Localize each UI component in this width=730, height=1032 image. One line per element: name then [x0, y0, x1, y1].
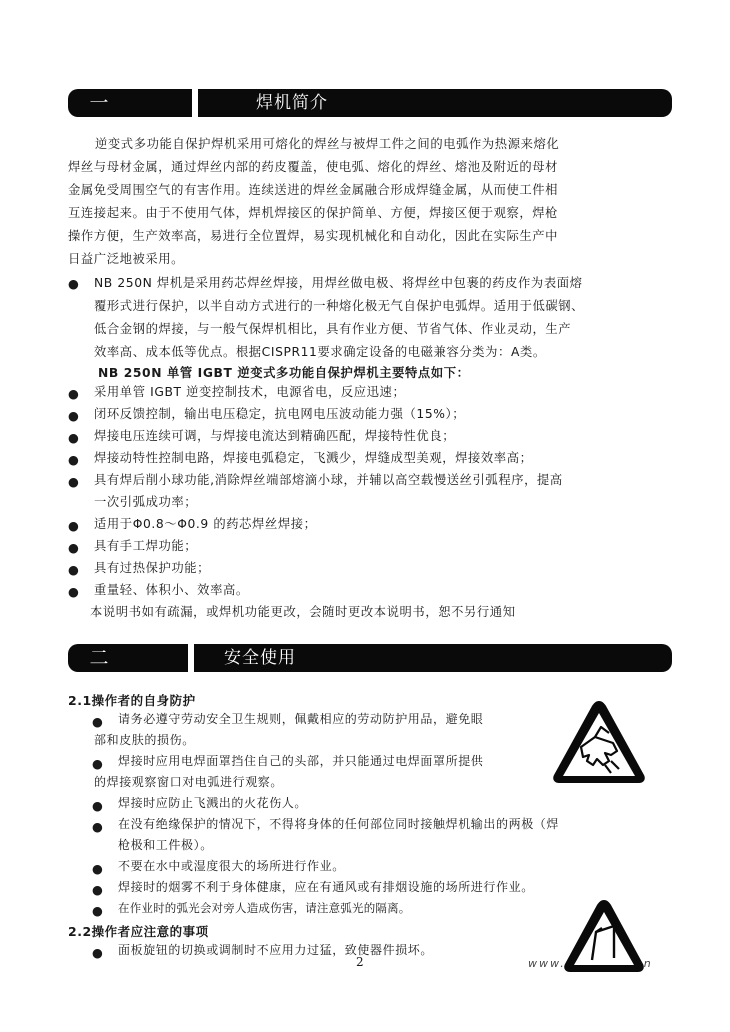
bullet-icon: ● [68, 518, 79, 533]
intro-line: 操作方便，生产效率高，易进行全位置焊，易实现机械化和自动化，因此在实际生产中 [68, 229, 559, 243]
intro-line: 金属免受周围空气的有害作用。连续送进的焊丝金属融合形成焊缝金属，从而使工件相 [68, 183, 559, 197]
feature-item: 具有手工焊功能； [94, 539, 198, 553]
protection-item-cont: 部和皮肤的损伤。 [94, 733, 195, 747]
intro-paragraph [68, 133, 559, 271]
protection-item: 在没有绝缘保护的情况下，不得将身体的任何部位同时接触焊机输出的两极（焊 [118, 817, 560, 831]
bullet-icon: ● [68, 584, 79, 599]
feature-item: 采用单管 IGBT 逆变控制技术，电源省电，反应迅速； [94, 385, 406, 399]
bullet-icon: ● [92, 903, 103, 918]
bullet-icon: ● [68, 430, 79, 445]
protection-item-cont: 枪极和工件极）。 [118, 838, 213, 852]
intro-line: 互连接起来。由于不使用气体，焊机焊接区的保护简单、方便，焊接区便于观察，焊枪 [68, 206, 559, 220]
page-number: 2 [356, 955, 364, 969]
bullet-icon: ● [68, 452, 79, 467]
feature-item: 焊接电压连续可调，与焊接电流达到精确匹配，焊接特性优良； [94, 429, 456, 443]
nb-line: 覆形式进行保护，以半自动方式进行的一种熔化极无气自保护电弧焊。适用于低碳钢、 [94, 299, 585, 313]
section-header-1 [68, 89, 672, 117]
feature-item: 闭环反馈控制，输出电压稳定，抗电网电压波动能力强（15%）； [94, 407, 466, 421]
intro-line: 逆变式多功能自保护焊机采用可熔化的焊丝与被焊工件之间的电弧作为热源来熔化 [95, 137, 560, 151]
bullet-icon: ● [68, 276, 79, 291]
protection-item: 在作业时的弧光会对旁人造成伤害，请注意弧光的隔离。 [118, 901, 411, 915]
protection-item: 焊接时的烟雾不利于身体健康，应在有通风或有排烟设施的场所进行作业。 [118, 880, 534, 894]
bullet-icon: ● [68, 562, 79, 577]
precaution-item: 面板旋钮的切换或调制时不应用力过猛，致使器件损坏。 [118, 943, 434, 957]
section-title: 焊机简介 [256, 93, 328, 113]
section-title: 安全使用 [224, 648, 296, 668]
watermark: www. n [528, 957, 653, 970]
nb-line: 低合金钢的焊接，与一般气保焊机相比，具有作业方便、节省气体、作业灵动，生产 [94, 322, 572, 336]
feature-item: 适用于Φ0.8～Φ0.9 的药芯焊丝焊接； [94, 517, 317, 531]
nb-line: 效率高、成本低等优点。根据CISPR11要求确定设备的电磁兼容分类为：A类。 [94, 345, 546, 359]
feature-item: 重量轻、体积小、效率高。 [94, 583, 249, 597]
bullet-icon: ● [92, 882, 103, 897]
bullet-icon: ● [68, 540, 79, 555]
bullet-icon: ● [92, 945, 103, 960]
protection-item: 不要在水中或湿度很大的场所进行作业。 [118, 859, 345, 873]
features-heading: NB 250N 单管 IGBT 逆变式多功能自保护焊机主要特点如下： [98, 366, 470, 380]
protection-item: 焊接时应防止飞溅出的火花伤人。 [118, 796, 308, 810]
section-number: 一 [89, 92, 109, 114]
section-header-2 [68, 644, 672, 672]
bullet-icon: ● [68, 386, 79, 401]
feature-item: 具有过热保护功能； [94, 561, 211, 575]
bullet-icon: ● [92, 798, 103, 813]
warning-glove-icon [551, 699, 647, 785]
feature-item: 焊接动特性控制电路，焊接电弧稳定，飞溅少，焊缝成型美观，焊接效率高； [94, 451, 533, 465]
protection-item: 焊接时应用电焊面罩挡住自己的头部，并只能通过电焊面罩所提供 [118, 754, 484, 768]
bullet-icon: ● [92, 819, 103, 834]
subsection-heading: 2.2操作者应注意的事项 [68, 924, 209, 939]
bullet-icon: ● [92, 714, 103, 729]
bullet-icon: ● [92, 861, 103, 876]
section-number: 二 [89, 647, 109, 669]
feature-item-cont: 一次引弧成功率； [94, 495, 198, 509]
intro-line: 日益广泛地被采用。 [68, 252, 185, 266]
nb-line: NB 250N 焊机是采用药芯焊丝焊接，用焊丝做电极、将焊丝中包裹的药皮作为表面熔 [94, 276, 583, 290]
protection-item: 请务必遵守劳动安全卫生规则，佩戴相应的劳动防护用品，避免眼 [118, 712, 484, 726]
bullet-icon: ● [68, 408, 79, 423]
subsection-heading: 2.1操作者的自身防护 [68, 693, 196, 708]
feature-item: 具有焊后削小球功能,消除焊丝端部熔滴小球，并辅以高空载慢送丝引弧程序，提高 [94, 473, 563, 487]
intro-line: 焊丝与母材金属，通过焊丝内部的药皮覆盖，使电弧、熔化的焊丝、熔池及附近的母材 [68, 160, 559, 174]
bullet-icon: ● [92, 756, 103, 771]
protection-item-cont: 的焊接观察窗口对电弧进行观察。 [94, 775, 284, 789]
nb-paragraph [94, 272, 584, 364]
bullet-icon: ● [68, 474, 79, 489]
disclaimer-note: 本说明书如有疏漏，或焊机功能更改，会随时更改本说明书，恕不另行通知 [90, 605, 516, 619]
